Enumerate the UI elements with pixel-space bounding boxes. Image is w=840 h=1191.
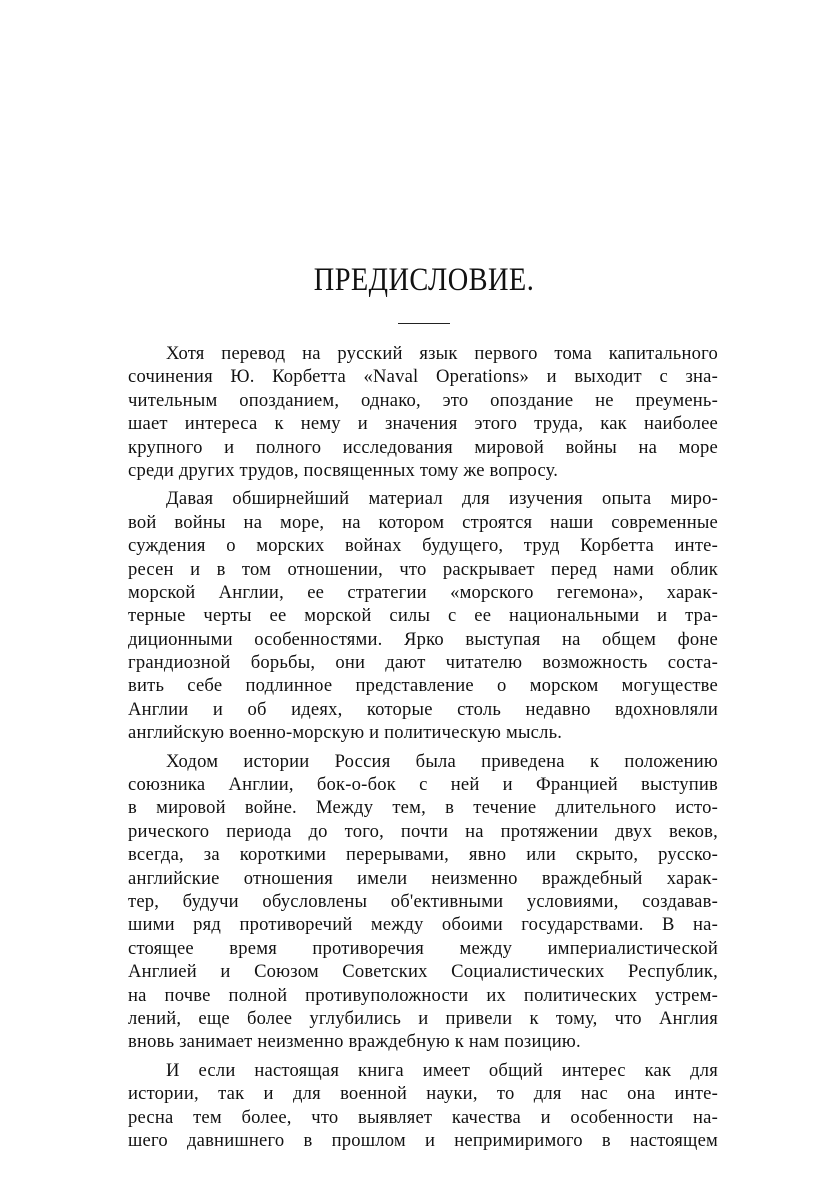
paragraph (128, 1059, 718, 1153)
preface-text (128, 342, 718, 1152)
text-line: сочинения Ю. Корбетта «Naval Operations» и выходит с зна- (128, 366, 718, 388)
text-line: крупного и полного исследования мировой войны на море (128, 436, 718, 458)
text-line: Хотя перевод на русский язык первого тома капитального (166, 343, 718, 364)
text-line: ресна тем более, что выявляет качества и особенности на- (128, 1106, 718, 1128)
text-line: союзника Англии, бок-о-бок с ней и Францией выступив (128, 774, 718, 796)
text-line: на почве полной противуположности их политических устрем- (128, 984, 718, 1006)
text-line: истории, так и для военной науки, то для нас она инте- (128, 1083, 718, 1105)
text-line: шего давнишнего в прошлом и непримиримого в настоящем (128, 1129, 718, 1151)
text-line: английские отношения имели неизменно враждебный харак- (128, 867, 718, 889)
text-line: тер, будучи обусловлены об'ективными условиями, создавав- (128, 890, 718, 912)
text-line: вновь занимает неизменно враждебную к нам позицию. (128, 1031, 581, 1053)
paragraph (128, 750, 718, 1054)
title-divider (398, 323, 450, 324)
text-line: Давая обширнейший материал для изучения опыта миро- (166, 488, 718, 510)
paragraph (128, 487, 718, 744)
text-line: шими ряд противоречий между обоими государствами. В на- (128, 914, 718, 936)
text-line: всегда, за короткими перерывами, явно или скрыто, русско- (128, 844, 718, 866)
text-line: лений, еще более углубились и привели к тому, что Англия (128, 1007, 718, 1029)
text-line: Англии и об идеях, которые столь недавно вдохновляли (128, 698, 718, 720)
text-line: шает интереса к нему и значения этого труда, как наиболее (128, 413, 718, 435)
text-line: ресен и в том отношении, что раскрывает перед нами облик (128, 558, 718, 580)
text-line: Англией и Союзом Советских Социалистических Республик, (128, 961, 718, 983)
page-title: ПРЕДИСЛОВИЕ. (313, 262, 535, 298)
text-line: И если настоящая книга имеет общий интерес как для (166, 1059, 718, 1081)
text-line: морской Англии, ее стратегии «морского гегемона», харак- (128, 581, 718, 603)
paragraph (128, 342, 718, 482)
text-line: грандиозной борьбы, они дают читателю возможность соста- (128, 652, 718, 674)
text-line: диционными особенностями. Ярко выступая на общем фоне (128, 628, 718, 650)
text-line: английскую военно-морскую и политическую мысль. (128, 722, 563, 744)
text-line: Ходом истории Россия была приведена к положению (166, 750, 718, 772)
text-line: вой войны на море, на котором строятся наши современные (128, 511, 718, 533)
text-line: среди других трудов, посвященных тому же вопросу. (128, 459, 559, 481)
text-line: суждения о морских войнах будущего, труд Корбетта инте- (128, 535, 718, 557)
text-line: терные черты ее морской силы с ее национальными и тра- (128, 605, 718, 627)
text-line: рического периода до того, почти на протяжении двух веков, (128, 820, 718, 842)
text-line: чительным опозданием, однако, это опоздание не преумень- (128, 389, 718, 411)
text-line: стоящее время противоречия между империалистической (128, 937, 718, 959)
text-line: в мировой войне. Между тем, в течение длительного исто- (128, 797, 718, 819)
text-line: вить себе подлинное представление о морском могуществе (128, 675, 718, 697)
